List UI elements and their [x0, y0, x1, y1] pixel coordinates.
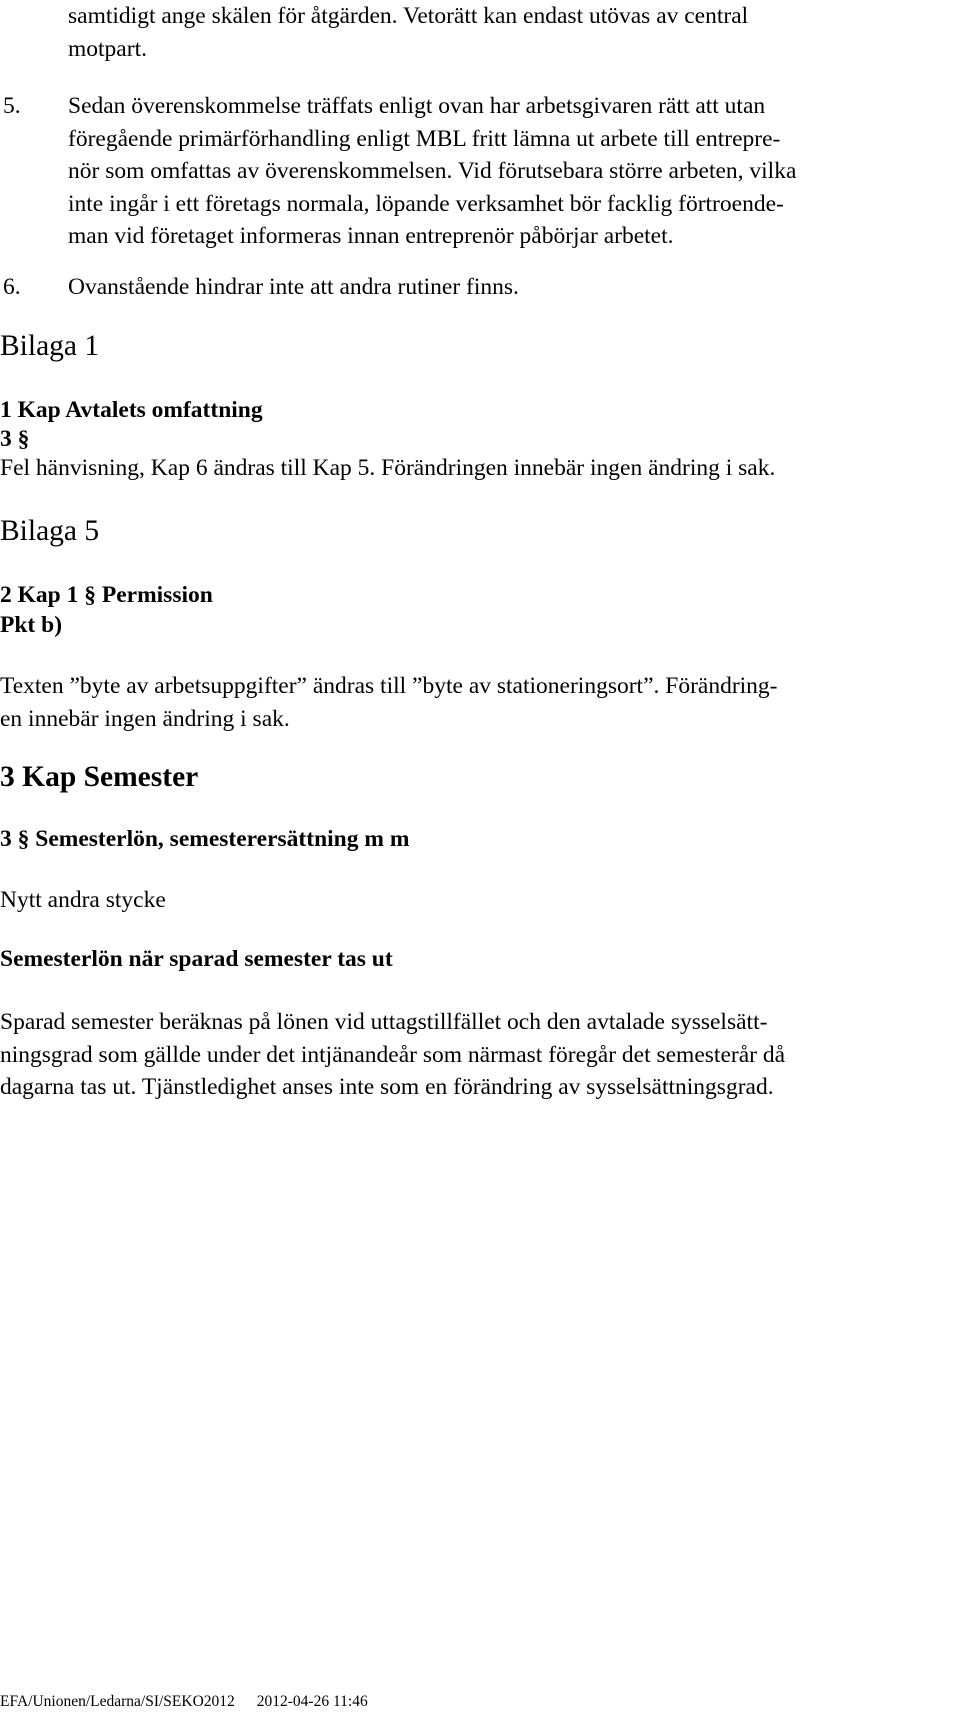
bilaga-5-subheading: 2 Kap 1 § Permission [0, 582, 213, 608]
kap-3-heading: 3 Kap Semester [0, 761, 199, 793]
kap-3-subtitle: Semesterlön när sparad semester tas ut [0, 946, 393, 972]
bilaga-1-heading: Bilaga 1 [0, 330, 100, 362]
text-line: Sparad semester beräknas på lönen vid uttagstillfället och den avtalade sysselsätt- [0, 1009, 768, 1035]
item-6-text: Ovanstående hindrar inte att andra rutiner finns. [68, 274, 519, 300]
item-5-number: 5. [3, 93, 21, 119]
item-5-paragraph [68, 90, 796, 253]
text-line: Sedan överenskommelse träffats enligt ovan har arbetsgivaren rätt att utan [68, 93, 766, 119]
text-line: Texten ”byte av arbetsuppgifter” ändras till ”byte av stationeringsort”. Förändring- [0, 673, 778, 699]
bilaga-5-heading: Bilaga 5 [0, 515, 100, 547]
bilaga-5-point: Pkt b) [0, 612, 63, 638]
page-footer [0, 1693, 368, 1711]
text-line: ningsgrad som gällde under det intjänandeår som närmast föregår det semesterår då [0, 1041, 786, 1068]
bilaga-1-subheading: 1 Kap Avtalets omfattning [0, 397, 263, 423]
kap-3-note: Nytt andra stycke [0, 887, 166, 913]
text-line: man vid företaget informeras innan entreprenör påbörjar arbetet. [68, 223, 674, 249]
bilaga-5-paragraph [0, 670, 778, 735]
footer-date: 2012-04-26 11:46 [256, 1693, 368, 1710]
kap-3-subheading: 3 § Semesterlön, semesterersättning m m [0, 826, 410, 852]
kap-3-paragraph [0, 1006, 785, 1104]
text-line: nör som omfattas av överenskommelsen. Vid förutsebara större arbeten, vilka [68, 158, 797, 184]
text-line: samtidigt ange skälen för åtgärden. Vetorätt kan endast utövas av central [68, 3, 749, 29]
footer-doc-ref: EFA/Unionen/Ledarna/SI/SEKO2012 [0, 1693, 235, 1710]
item-6-number: 6. [3, 274, 21, 300]
text-line: föregående primärförhandling enligt MBL fritt lämna ut arbete till entrepre- [68, 125, 781, 152]
text-line: dagarna tas ut. Tjänstledighet anses inte som en förändring av sysselsättningsgrad. [0, 1074, 774, 1100]
text-line: motpart. [68, 35, 147, 62]
bilaga-1-text: Fel hänvisning, Kap 6 ändras till Kap 5. Förändringen innebär ingen ändring i sak. [0, 455, 776, 481]
bilaga-1-paragraph-ref: 3 § [0, 426, 30, 452]
intro-paragraph [68, 0, 748, 65]
text-line: en innebär ingen ändring i sak. [0, 705, 290, 732]
text-line: inte ingår i ett företags normala, löpande verksamhet bör facklig förtroende- [68, 190, 784, 217]
